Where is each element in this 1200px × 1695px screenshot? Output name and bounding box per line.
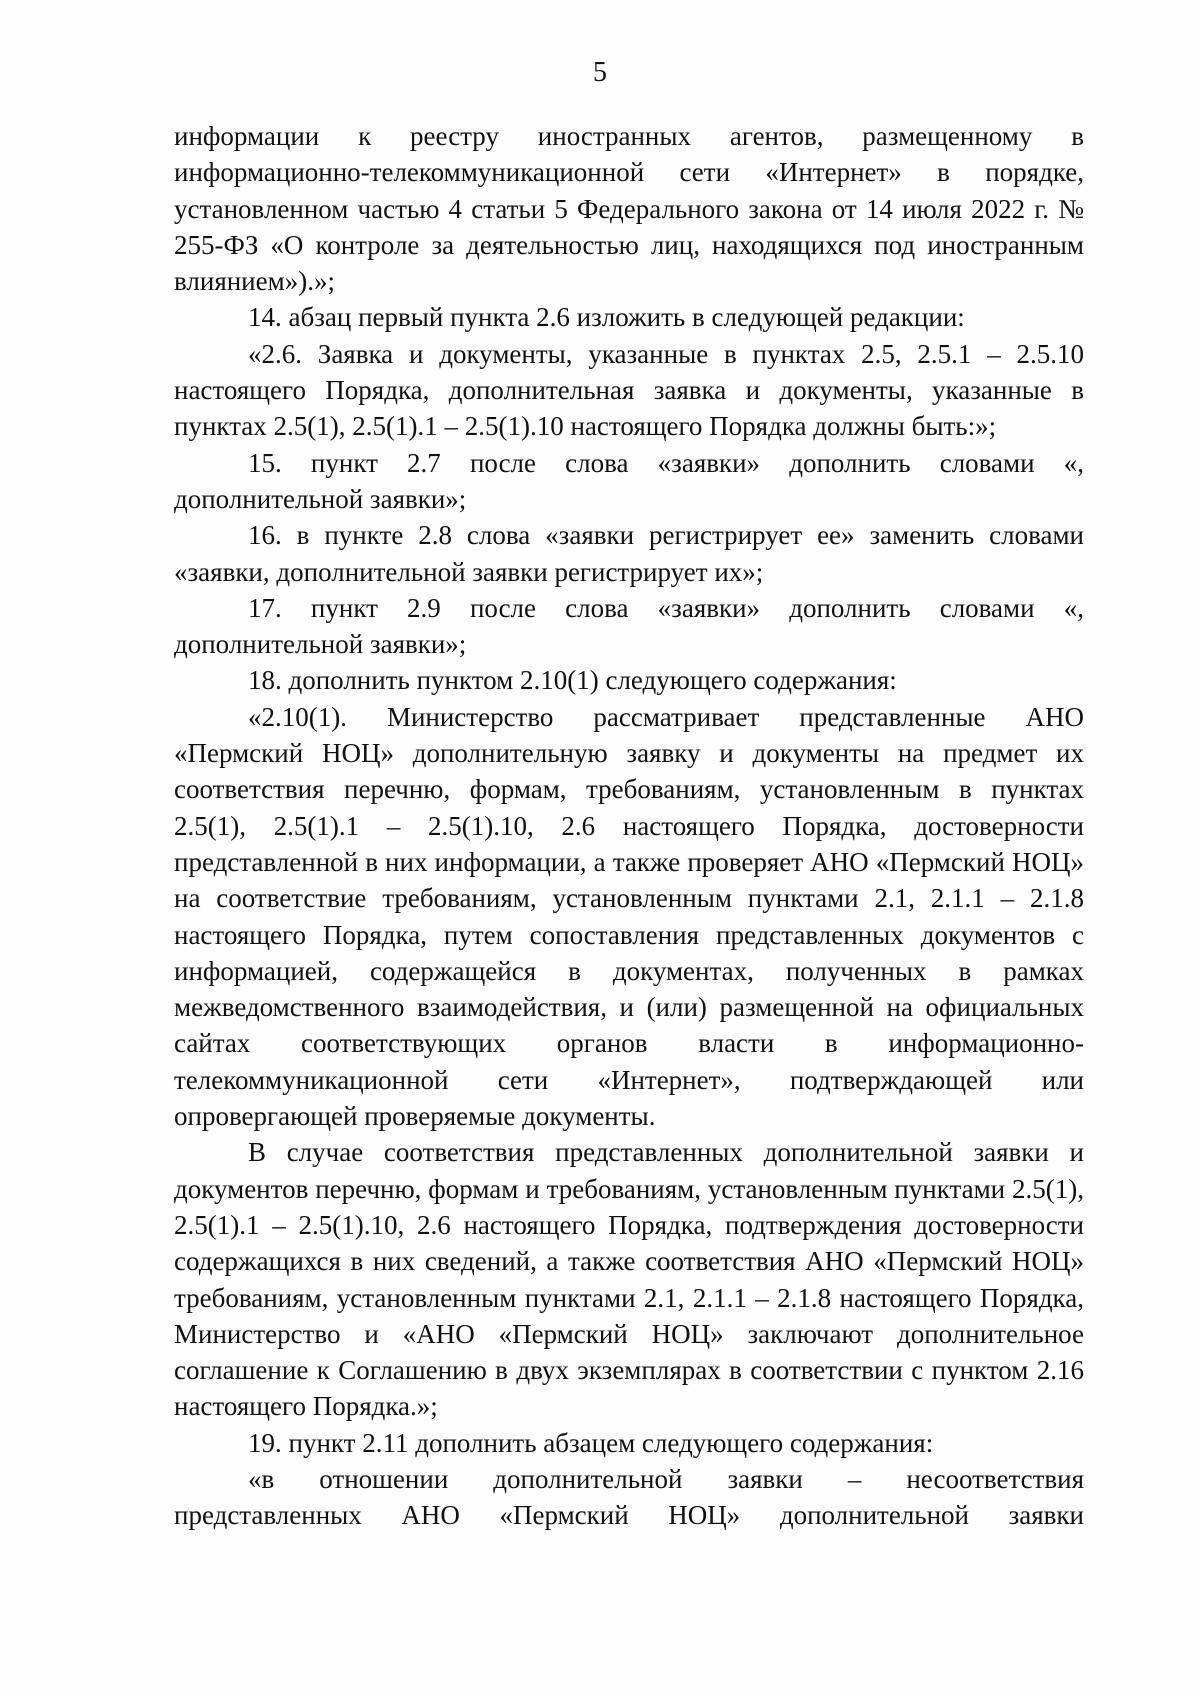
paragraph-continuation: информации к реестру иностранных агентов, размещенному в информационно-телекоммуникационной сети «Интернет» в порядке, установленном частью 4 статьи 5 Федерального закона от 14 июля 2022 г. № 255-ФЗ «О контроле за деятельностью лиц, находящихся под иностранным влиянием»).»; [174,121,1084,297]
paragraph-item-19: 19. пункт 2.11 дополнить абзацем следующего содержания: [248,1427,934,1458]
document-body [174,118,1084,1534]
paragraph-item-2-6-quote: «2.6. Заявка и документы, указанные в пунктах 2.5, 2.5.1 – 2.5.10 настоящего Порядка, дополнительная заявка и документы, указанные в пунктах 2.5(1), 2.5(1).1 – 2.5(1).10 настоящего Порядка должны быть:»; [174,338,1084,442]
paragraph-item-15: 15. пункт 2.7 после слова «заявки» дополнить словами «, дополнительной заявки»; [174,447,1084,514]
paragraph-item-18: 18. дополнить пунктом 2.10(1) следующего содержания: [248,665,897,696]
paragraph-item-2-10-1-quote: «2.10(1). Министерство рассматривает представленные АНО «Пермский НОЦ» дополнительную заявку и документы на предмет их соответствия перечню, формам, требованиям, установленным в пунктах 2.5(1), 2.5(1).1 – 2.5(1).10, 2.6 настоящего Порядка, достоверности представленной в них информации, а также проверяет АНО «Пермский НОЦ» на соответствие требованиям, установленным пунктами 2.1, 2.1.1 – 2.1.8 настоящего Порядка, путем сопоставления представленных документов с информацией, содержащейся в документах, полученных в рамках межведомственного взаимодействия, и (или) размещенной на официальных сайтах соответствующих органов власти в информационно-телекоммуникационной сети «Интернет», подтверждающей или опровергающей проверяемые документы. [174,701,1084,1132]
paragraph-item-14: 14. абзац первый пункта 2.6 изложить в следующей редакции: [248,302,965,333]
paragraph-item-16: 16. в пункте 2.8 слова «заявки регистрирует ее» заменить словами «заявки, дополнительной заявки регистрирует их»; [174,520,1084,587]
paragraph-item-17: 17. пункт 2.9 после слова «заявки» дополнить словами «, дополнительной заявки»; [174,592,1084,660]
paragraph-additional-application-quote: «в отношении дополнительной заявки – несоответствия представленных АНО «Пермский НОЦ» дополнительной заявки [174,1463,1084,1531]
paragraph-compliance-case: В случае соответствия представленных дополнительной заявки и документов перечню, формам и требованиям, установленным пунктами 2.5(1), 2.5(1).1 – 2.5(1).10, 2.6 настоящего Порядка, подтверждения достоверности содержащихся в них сведений, а также соответствия АНО «Пермский НОЦ» требованиям, установленным пунктами 2.1, 2.1.1 – 2.1.8 настоящего Порядка, Министерство и «АНО «Пермский НОЦ» заключают дополнительное соглашение к Соглашению в двух экземплярах в соответствии с пунктом 2.16 настоящего Порядка.»; [174,1137,1084,1422]
page-number: 5 [593,57,607,88]
